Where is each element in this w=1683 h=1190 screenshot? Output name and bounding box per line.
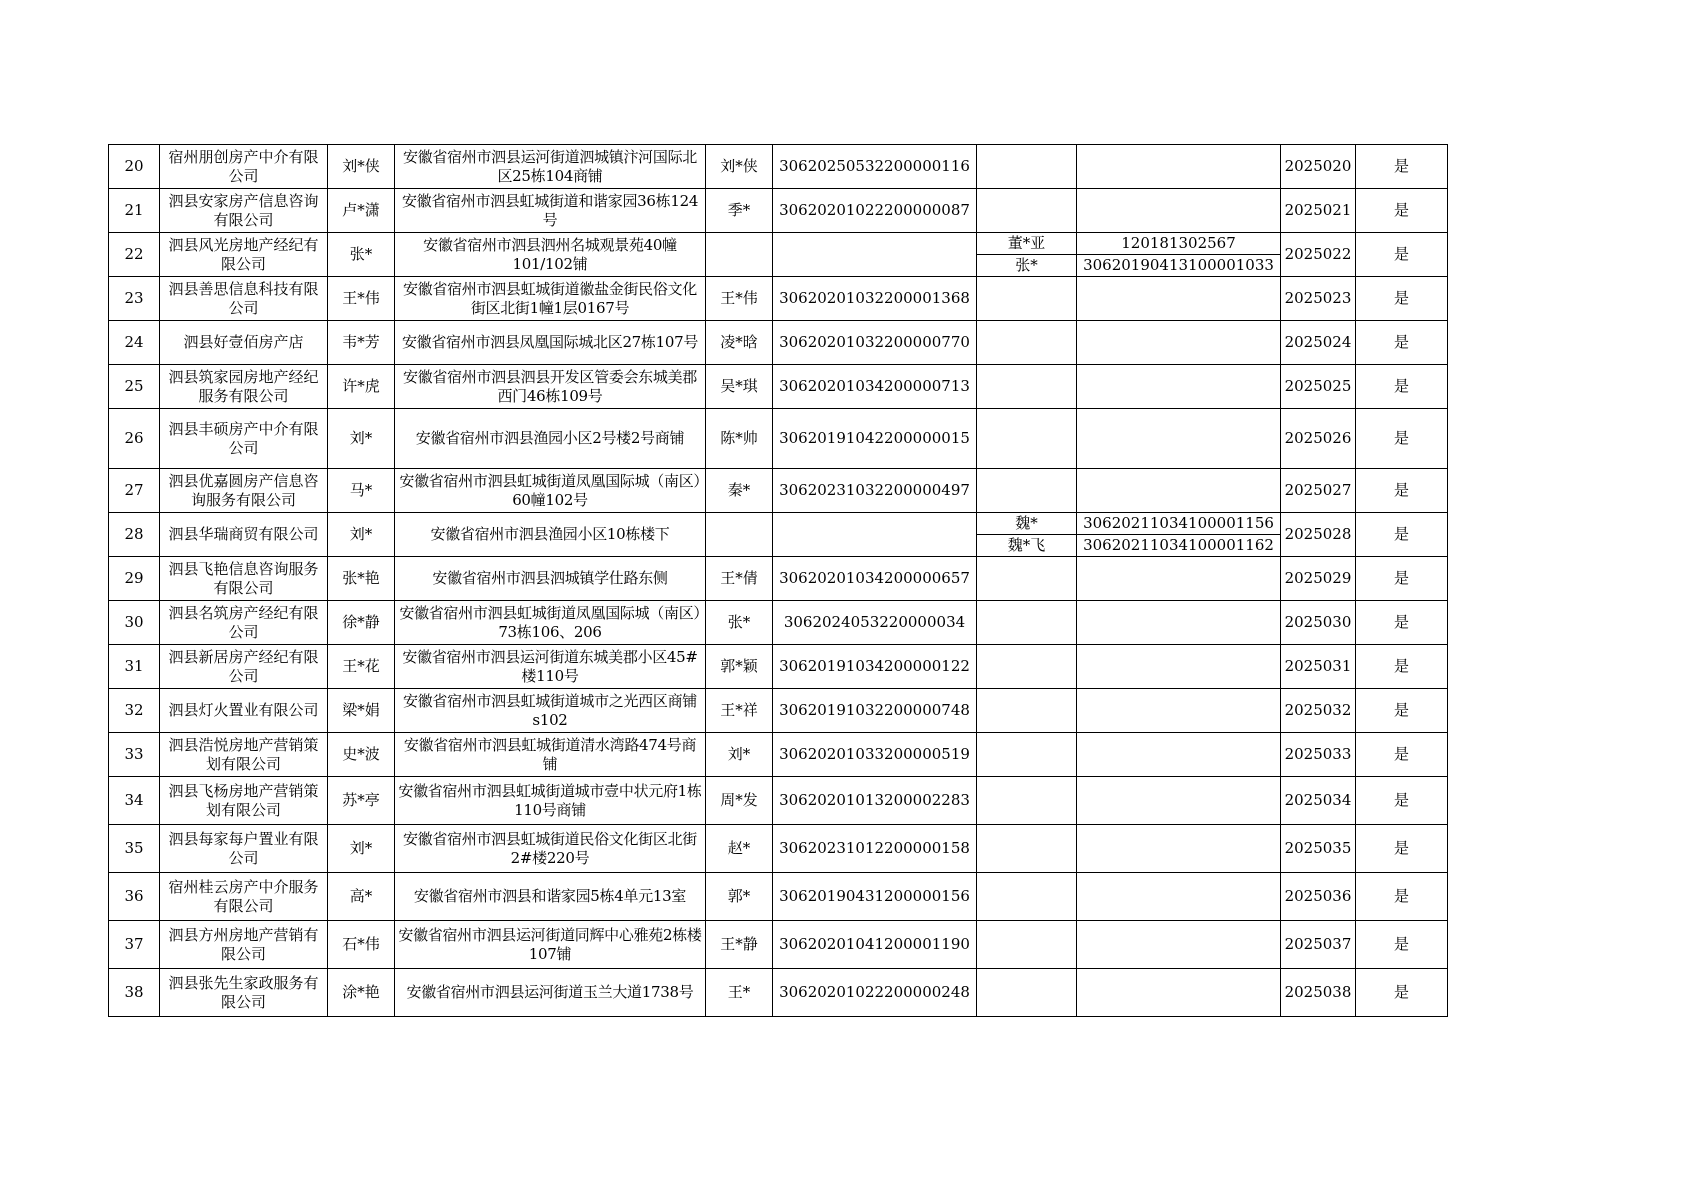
assistant-name — [977, 409, 1077, 469]
legal-representative: 张* — [328, 233, 395, 277]
company-name: 泗县华瑞商贸有限公司 — [160, 513, 328, 557]
table-row — [109, 825, 1448, 873]
compliance-flag: 是 — [1356, 469, 1448, 513]
agent-certificate: 30620191034200000122 — [773, 645, 977, 689]
compliance-flag: 是 — [1356, 365, 1448, 409]
assistant-name: 董*亚 — [977, 233, 1077, 255]
assistant-certificate: 30620211034100001156 — [1077, 513, 1281, 535]
row-number: 24 — [109, 321, 160, 365]
compliance-flag: 是 — [1356, 513, 1448, 557]
filing-number: 2025020 — [1281, 145, 1356, 189]
company-name: 泗县飞杨房地产营销策划有限公司 — [160, 777, 328, 825]
compliance-flag: 是 — [1356, 921, 1448, 969]
filing-number: 2025033 — [1281, 733, 1356, 777]
filing-number: 2025028 — [1281, 513, 1356, 557]
agent-name — [706, 513, 773, 557]
agent-name: 季* — [706, 189, 773, 233]
compliance-flag: 是 — [1356, 233, 1448, 277]
filing-number: 2025034 — [1281, 777, 1356, 825]
assistant-certificate — [1077, 777, 1281, 825]
legal-representative: 刘* — [328, 409, 395, 469]
filing-number: 2025037 — [1281, 921, 1356, 969]
agent-certificate: 3062024053220000034 — [773, 601, 977, 645]
legal-representative: 史*波 — [328, 733, 395, 777]
agent-name: 郭*颖 — [706, 645, 773, 689]
assistant-certificate — [1077, 277, 1281, 321]
agent-certificate: 30620190431200000156 — [773, 873, 977, 921]
legal-representative: 徐*静 — [328, 601, 395, 645]
legal-representative: 王*花 — [328, 645, 395, 689]
business-address: 安徽省宿州市泗县和谐家园5栋4单元13室 — [395, 873, 706, 921]
legal-representative: 刘* — [328, 825, 395, 873]
filing-number: 2025021 — [1281, 189, 1356, 233]
agent-name: 王*祥 — [706, 689, 773, 733]
business-address: 安徽省宿州市泗县虹城街道清水湾路474号商铺 — [395, 733, 706, 777]
filing-number: 2025024 — [1281, 321, 1356, 365]
business-address: 安徽省宿州市泗县虹城街道城市之光西区商铺s102 — [395, 689, 706, 733]
business-address: 安徽省宿州市泗县虹城街道城市壹中状元府1栋110号商铺 — [395, 777, 706, 825]
filing-number: 2025023 — [1281, 277, 1356, 321]
assistant-name: 张* — [977, 255, 1077, 277]
legal-representative: 刘* — [328, 513, 395, 557]
compliance-flag: 是 — [1356, 321, 1448, 365]
compliance-flag: 是 — [1356, 733, 1448, 777]
agent-certificate: 30620201034200000657 — [773, 557, 977, 601]
assistant-certificate — [1077, 189, 1281, 233]
table-row — [109, 145, 1448, 189]
table-row — [109, 321, 1448, 365]
compliance-flag: 是 — [1356, 601, 1448, 645]
assistant-certificate — [1077, 873, 1281, 921]
assistant-name — [977, 921, 1077, 969]
legal-representative: 韦*芳 — [328, 321, 395, 365]
table-row — [109, 277, 1448, 321]
business-address: 安徽省宿州市泗县虹城街道民俗文化街区北街2#楼220号 — [395, 825, 706, 873]
table-row — [109, 873, 1448, 921]
business-address: 安徽省宿州市泗县虹城街道凤凰国际城（南区）60幢102号 — [395, 469, 706, 513]
legal-representative: 苏*亭 — [328, 777, 395, 825]
assistant-name — [977, 777, 1077, 825]
assistant-name — [977, 469, 1077, 513]
business-address: 安徽省宿州市泗县运河街道泗城镇汴河国际北区25栋104商铺 — [395, 145, 706, 189]
row-number: 27 — [109, 469, 160, 513]
company-name: 泗县每家每户置业有限公司 — [160, 825, 328, 873]
table-row — [109, 969, 1448, 1017]
row-number: 26 — [109, 409, 160, 469]
row-number: 29 — [109, 557, 160, 601]
agent-name: 张* — [706, 601, 773, 645]
agent-certificate: 30620250532200000116 — [773, 145, 977, 189]
company-name: 泗县新居房产经纪有限公司 — [160, 645, 328, 689]
business-address: 安徽省宿州市泗县泗县开发区管委会东城美郡西门46栋109号 — [395, 365, 706, 409]
table-row — [109, 513, 1448, 535]
agent-name: 郭* — [706, 873, 773, 921]
legal-representative: 许*虎 — [328, 365, 395, 409]
table-row — [109, 557, 1448, 601]
company-name: 宿州桂云房产中介服务有限公司 — [160, 873, 328, 921]
table-row — [109, 601, 1448, 645]
company-name: 泗县风光房地产经纪有限公司 — [160, 233, 328, 277]
filing-number: 2025036 — [1281, 873, 1356, 921]
assistant-name — [977, 557, 1077, 601]
assistant-certificate — [1077, 365, 1281, 409]
business-address: 安徽省宿州市泗县虹城街道和谐家园36栋124号 — [395, 189, 706, 233]
assistant-certificate: 30620190413100001033 — [1077, 255, 1281, 277]
agent-name: 陈*帅 — [706, 409, 773, 469]
row-number: 35 — [109, 825, 160, 873]
table-row — [109, 365, 1448, 409]
compliance-flag: 是 — [1356, 557, 1448, 601]
filing-number: 2025027 — [1281, 469, 1356, 513]
agent-name: 凌*晗 — [706, 321, 773, 365]
agent-certificate: 30620191042200000015 — [773, 409, 977, 469]
filing-number: 2025025 — [1281, 365, 1356, 409]
filing-number: 2025031 — [1281, 645, 1356, 689]
assistant-certificate — [1077, 921, 1281, 969]
assistant-name — [977, 689, 1077, 733]
company-name: 泗县方州房地产营销有限公司 — [160, 921, 328, 969]
agent-name: 刘*侠 — [706, 145, 773, 189]
legal-representative: 高* — [328, 873, 395, 921]
legal-representative: 石*伟 — [328, 921, 395, 969]
row-number: 38 — [109, 969, 160, 1017]
agent-certificate: 30620201033200000519 — [773, 733, 977, 777]
agent-name: 周*发 — [706, 777, 773, 825]
legal-representative: 王*伟 — [328, 277, 395, 321]
agent-certificate: 30620231032200000497 — [773, 469, 977, 513]
company-name: 宿州朋创房产中介有限公司 — [160, 145, 328, 189]
assistant-certificate — [1077, 469, 1281, 513]
legal-representative: 张*艳 — [328, 557, 395, 601]
legal-representative: 马* — [328, 469, 395, 513]
legal-representative: 涂*艳 — [328, 969, 395, 1017]
agent-name: 秦* — [706, 469, 773, 513]
agent-name: 王*倩 — [706, 557, 773, 601]
registry-table — [108, 144, 1448, 1017]
agent-certificate: 30620201034200000713 — [773, 365, 977, 409]
agent-name: 吴*琪 — [706, 365, 773, 409]
compliance-flag: 是 — [1356, 189, 1448, 233]
row-number: 30 — [109, 601, 160, 645]
business-address: 安徽省宿州市泗县渔园小区2号楼2号商铺 — [395, 409, 706, 469]
agent-name: 王*静 — [706, 921, 773, 969]
agent-name: 王* — [706, 969, 773, 1017]
assistant-certificate: 120181302567 — [1077, 233, 1281, 255]
assistant-certificate — [1077, 645, 1281, 689]
compliance-flag: 是 — [1356, 825, 1448, 873]
agent-certificate: 30620191032200000748 — [773, 689, 977, 733]
company-name: 泗县优嘉圆房产信息咨询服务有限公司 — [160, 469, 328, 513]
table-row — [109, 233, 1448, 255]
assistant-name — [977, 321, 1077, 365]
table-row — [109, 921, 1448, 969]
filing-number: 2025030 — [1281, 601, 1356, 645]
assistant-name — [977, 873, 1077, 921]
agent-name: 刘* — [706, 733, 773, 777]
row-number: 20 — [109, 145, 160, 189]
assistant-name — [977, 645, 1077, 689]
agent-certificate: 30620201041200001190 — [773, 921, 977, 969]
compliance-flag: 是 — [1356, 145, 1448, 189]
assistant-name — [977, 969, 1077, 1017]
filing-number: 2025035 — [1281, 825, 1356, 873]
table-body — [109, 145, 1448, 1017]
business-address: 安徽省宿州市泗县虹城街道徽盐金街民俗文化街区北街1幢1层0167号 — [395, 277, 706, 321]
table-row — [109, 189, 1448, 233]
agent-certificate — [773, 233, 977, 277]
assistant-name: 魏* — [977, 513, 1077, 535]
row-number: 32 — [109, 689, 160, 733]
business-address: 安徽省宿州市泗县泗州名城观景苑40幢101/102铺 — [395, 233, 706, 277]
assistant-name — [977, 277, 1077, 321]
compliance-flag: 是 — [1356, 277, 1448, 321]
assistant-certificate: 30620211034100001162 — [1077, 535, 1281, 557]
filing-number: 2025022 — [1281, 233, 1356, 277]
filing-number: 2025029 — [1281, 557, 1356, 601]
row-number: 23 — [109, 277, 160, 321]
assistant-certificate — [1077, 601, 1281, 645]
business-address: 安徽省宿州市泗县运河街道玉兰大道1738号 — [395, 969, 706, 1017]
assistant-name — [977, 365, 1077, 409]
assistant-name — [977, 733, 1077, 777]
agent-name: 赵* — [706, 825, 773, 873]
table-row — [109, 645, 1448, 689]
row-number: 21 — [109, 189, 160, 233]
business-address: 安徽省宿州市泗县渔园小区10栋楼下 — [395, 513, 706, 557]
compliance-flag: 是 — [1356, 645, 1448, 689]
table-row — [109, 409, 1448, 469]
assistant-certificate — [1077, 689, 1281, 733]
business-address: 安徽省宿州市泗县运河街道东城美郡小区45#楼110号 — [395, 645, 706, 689]
assistant-certificate — [1077, 321, 1281, 365]
company-name: 泗县好壹佰房产店 — [160, 321, 328, 365]
agent-certificate: 30620231012200000158 — [773, 825, 977, 873]
agent-certificate: 30620201032200000770 — [773, 321, 977, 365]
company-name: 泗县丰硕房产中介有限公司 — [160, 409, 328, 469]
compliance-flag: 是 — [1356, 969, 1448, 1017]
business-address: 安徽省宿州市泗县运河街道同辉中心雅苑2栋楼107铺 — [395, 921, 706, 969]
company-name: 泗县筑家园房地产经纪服务有限公司 — [160, 365, 328, 409]
assistant-name: 魏*飞 — [977, 535, 1077, 557]
business-address: 安徽省宿州市泗县凤凰国际城北区27栋107号 — [395, 321, 706, 365]
legal-representative: 梁*娟 — [328, 689, 395, 733]
assistant-name — [977, 601, 1077, 645]
business-address: 安徽省宿州市泗县虹城街道凤凰国际城（南区）73栋106、206 — [395, 601, 706, 645]
row-number: 25 — [109, 365, 160, 409]
table-row — [109, 777, 1448, 825]
legal-representative: 卢*潇 — [328, 189, 395, 233]
row-number: 31 — [109, 645, 160, 689]
company-name: 泗县安家房产信息咨询有限公司 — [160, 189, 328, 233]
row-number: 36 — [109, 873, 160, 921]
company-name: 泗县张先生家政服务有限公司 — [160, 969, 328, 1017]
legal-representative: 刘*侠 — [328, 145, 395, 189]
filing-number: 2025026 — [1281, 409, 1356, 469]
compliance-flag: 是 — [1356, 689, 1448, 733]
assistant-name — [977, 145, 1077, 189]
agent-name: 王*伟 — [706, 277, 773, 321]
row-number: 34 — [109, 777, 160, 825]
filing-number: 2025038 — [1281, 969, 1356, 1017]
assistant-certificate — [1077, 145, 1281, 189]
agent-name — [706, 233, 773, 277]
table-row — [109, 469, 1448, 513]
agent-certificate: 30620201022200000087 — [773, 189, 977, 233]
agent-certificate — [773, 513, 977, 557]
row-number: 33 — [109, 733, 160, 777]
filing-number: 2025032 — [1281, 689, 1356, 733]
company-name: 泗县飞艳信息咨询服务有限公司 — [160, 557, 328, 601]
compliance-flag: 是 — [1356, 873, 1448, 921]
company-name: 泗县善思信息科技有限公司 — [160, 277, 328, 321]
agent-certificate: 30620201022200000248 — [773, 969, 977, 1017]
company-name: 泗县灯火置业有限公司 — [160, 689, 328, 733]
agent-certificate: 30620201032200001368 — [773, 277, 977, 321]
assistant-certificate — [1077, 825, 1281, 873]
assistant-certificate — [1077, 733, 1281, 777]
assistant-name — [977, 825, 1077, 873]
company-name: 泗县浩悦房地产营销策划有限公司 — [160, 733, 328, 777]
assistant-certificate — [1077, 557, 1281, 601]
row-number: 28 — [109, 513, 160, 557]
compliance-flag: 是 — [1356, 409, 1448, 469]
assistant-certificate — [1077, 409, 1281, 469]
assistant-certificate — [1077, 969, 1281, 1017]
business-address: 安徽省宿州市泗县泗城镇学仕路东侧 — [395, 557, 706, 601]
agent-certificate: 30620201013200002283 — [773, 777, 977, 825]
row-number: 22 — [109, 233, 160, 277]
row-number: 37 — [109, 921, 160, 969]
company-name: 泗县名筑房产经纪有限公司 — [160, 601, 328, 645]
assistant-name — [977, 189, 1077, 233]
table-row — [109, 689, 1448, 733]
table-row — [109, 733, 1448, 777]
compliance-flag: 是 — [1356, 777, 1448, 825]
